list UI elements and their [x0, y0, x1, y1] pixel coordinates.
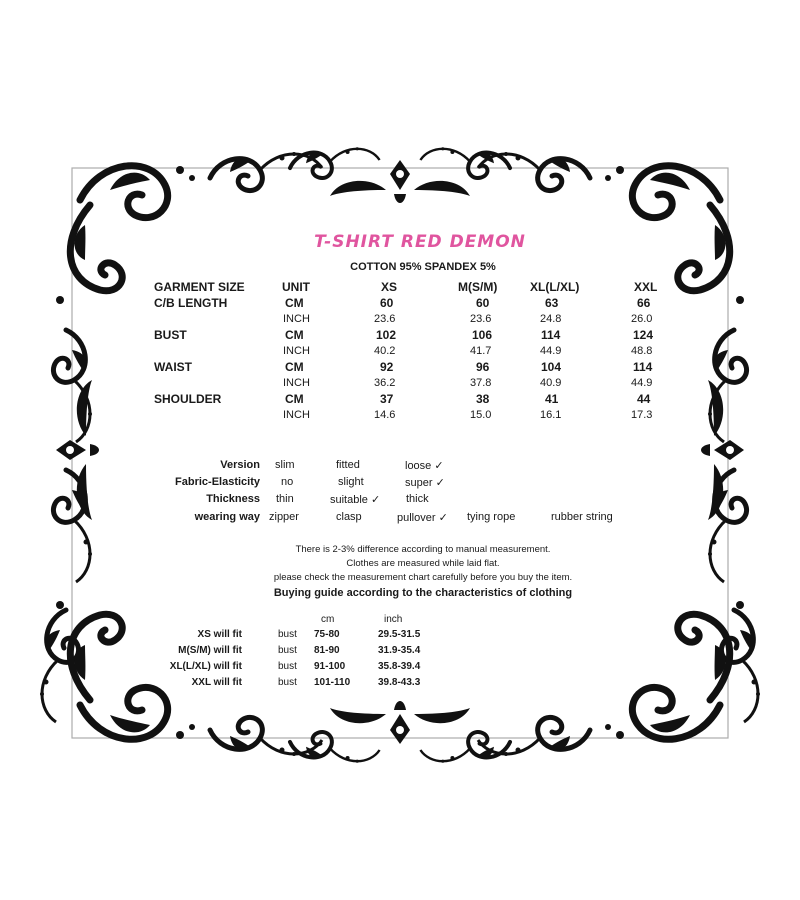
header-unit: UNIT	[282, 280, 310, 294]
attr-option: slight	[338, 476, 364, 488]
unit-cm: CM	[285, 392, 304, 406]
note-laid-flat: Clothes are measured while laid flat.	[346, 558, 500, 569]
table-cell: 16.1	[540, 409, 562, 421]
table-cell: 15.0	[470, 409, 492, 421]
table-cell: 38	[476, 392, 490, 406]
row-label-cb-length: C/B LENGTH	[154, 296, 228, 310]
guide-row-label: XXL will fit	[191, 677, 242, 688]
unit-cm: CM	[285, 296, 304, 310]
table-cell: 66	[637, 296, 651, 310]
attr-label-fabric-elasticity: Fabric-Elasticity	[175, 476, 260, 488]
header-size-xs: XS	[381, 280, 398, 294]
table-cell: 44	[637, 392, 651, 406]
guide-row-cm: 81-90	[314, 645, 340, 656]
row-label-bust: BUST	[154, 328, 187, 342]
attr-label-version: Version	[220, 459, 260, 471]
attr-option: rubber string	[551, 511, 613, 523]
table-cell: 114	[541, 328, 561, 342]
fabric-composition: COTTON 95% SPANDEX 5%	[350, 261, 496, 273]
guide-row-cm: 101-110	[314, 677, 351, 688]
unit-inch: INCH	[283, 313, 310, 325]
table-cell: 96	[476, 360, 490, 374]
table-cell: 48.8	[631, 345, 653, 357]
guide-row-inch: 35.8-39.4	[378, 661, 421, 672]
attr-option: no	[281, 476, 294, 488]
header-size-xl: XL(L/XL)	[530, 280, 580, 294]
attr-label-wearing-way: wearing way	[194, 511, 260, 523]
table-cell: 102	[376, 328, 397, 342]
guide-row-part: bust	[278, 645, 297, 656]
table-cell: 40.2	[374, 345, 396, 357]
table-cell: 37	[380, 392, 394, 406]
attr-option: zipper	[269, 511, 299, 523]
table-cell: 14.6	[374, 409, 396, 421]
unit-inch: INCH	[283, 377, 310, 389]
row-label-waist: WAIST	[154, 360, 192, 374]
table-cell: 106	[472, 328, 493, 342]
guide-row-cm: 75-80	[314, 629, 340, 640]
unit-inch: INCH	[283, 345, 310, 357]
attr-option: super ✓	[405, 477, 445, 489]
guide-row-inch: 39.8-43.3	[378, 677, 421, 688]
table-cell: 60	[380, 296, 394, 310]
guide-row-label: M(S/M) will fit	[178, 645, 242, 656]
table-cell: 60	[476, 296, 490, 310]
attr-option: fitted	[336, 459, 360, 471]
guide-row-part: bust	[278, 677, 297, 688]
guide-row-inch: 29.5-31.5	[378, 629, 421, 640]
unit-cm: CM	[285, 360, 304, 374]
table-cell: 23.6	[470, 313, 492, 325]
guide-row-part: bust	[278, 629, 297, 640]
table-cell: 104	[541, 360, 562, 374]
table-cell: 114	[633, 360, 653, 374]
header-garment-size: GARMENT SIZE	[154, 280, 245, 294]
note-measurement-difference: There is 2-3% difference according to manual measurement.	[295, 544, 551, 555]
table-cell: 40.9	[540, 377, 562, 389]
attr-option: loose ✓	[405, 460, 444, 472]
attr-option: thin	[276, 493, 294, 505]
attr-label-thickness: Thickness	[206, 493, 260, 505]
buying-guide-title: Buying guide according to the characteristics of clothing	[273, 587, 573, 599]
header-size-xxl: XXL	[634, 280, 658, 294]
attr-option: pullover ✓	[397, 512, 448, 524]
guide-row-label: XS will fit	[197, 629, 242, 640]
header-size-m: M(S/M)	[458, 280, 498, 294]
guide-row-part: bust	[278, 661, 297, 672]
guide-row-label: XL(L/XL) will fit	[169, 661, 242, 672]
table-cell: 63	[545, 296, 559, 310]
table-cell: 44.9	[540, 345, 562, 357]
table-cell: 44.9	[631, 377, 653, 389]
guide-row-inch: 31.9-35.4	[378, 645, 421, 656]
attr-option: tying rope	[467, 511, 516, 523]
table-cell: 23.6	[374, 313, 396, 325]
row-label-shoulder: SHOULDER	[154, 392, 222, 406]
attr-option: suitable ✓	[330, 494, 381, 506]
note-check-chart: please check the measurement chart carefully before you buy the item.	[273, 572, 573, 583]
unit-inch: INCH	[283, 409, 310, 421]
attr-option: thick	[406, 493, 429, 505]
guide-col-inch: inch	[384, 614, 403, 625]
table-cell: 26.0	[631, 313, 653, 325]
table-cell: 36.2	[374, 377, 396, 389]
table-cell: 41.7	[470, 345, 492, 357]
unit-cm: CM	[285, 328, 304, 342]
table-cell: 124	[633, 328, 654, 342]
table-cell: 92	[380, 360, 394, 374]
attr-option: clasp	[336, 511, 362, 523]
guide-col-cm: cm	[321, 614, 335, 625]
table-cell: 17.3	[631, 409, 653, 421]
attr-option: slim	[275, 459, 295, 471]
table-cell: 24.8	[540, 313, 562, 325]
table-cell: 41	[545, 392, 559, 406]
table-cell: 37.8	[470, 377, 492, 389]
product-title: T-SHIRT RED DEMON	[314, 232, 526, 252]
guide-row-cm: 91-100	[314, 661, 346, 672]
